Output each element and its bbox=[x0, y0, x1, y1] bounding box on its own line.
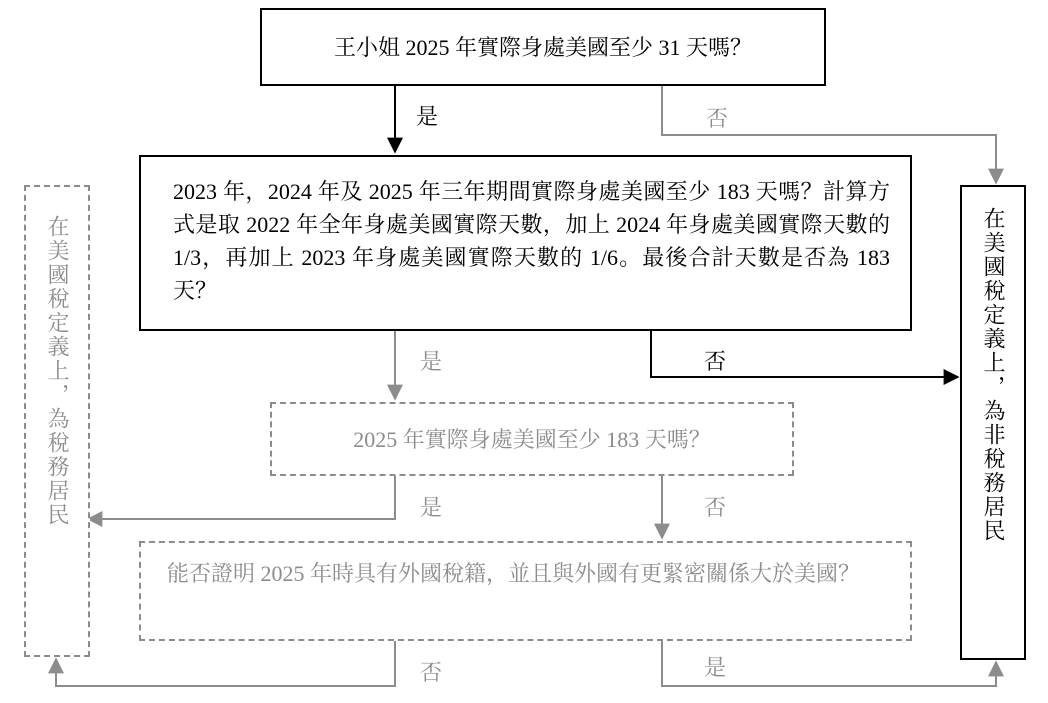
question-183-day-test-text: 2023 年，2024 年及 2025 年三年期間實際身處美國至少 183 天嗎？計算方式是取 2022 年全年身處美國實際天數，加上 2024 年身處美國實際天數的 1/3，再加上 2023 年身處美國實際天數的 1/6。最後合計天數是否為 183 天？ bbox=[173, 179, 890, 303]
arrow-q2-no bbox=[651, 331, 958, 377]
edge-label-q3-yes: 是 bbox=[420, 495, 443, 520]
question-box-2025-183-days bbox=[270, 402, 794, 476]
edge-label-q1-no: 否 bbox=[706, 106, 729, 131]
result-non-tax-resident-text: 在美國稅定義上，為非稅務居民 bbox=[981, 207, 1006, 543]
arrow-q4-no bbox=[56, 641, 395, 686]
question-31-days-text: 王小姐 2025 年實際身處美國至少 31 天嗎？ bbox=[333, 34, 752, 60]
result-box-non-tax-resident bbox=[960, 185, 1026, 660]
edge-label-q1-yes: 是 bbox=[416, 104, 439, 129]
arrow-q3-yes bbox=[88, 476, 395, 519]
question-closer-connection-text: 能否證明 2025 年時具有外國稅籍，並且與外國有更緊密關係大於美國？ bbox=[167, 561, 861, 586]
edge-label-q3-no: 否 bbox=[704, 495, 727, 520]
edge-label-q4-yes: 是 bbox=[704, 655, 727, 680]
question-box-31-days bbox=[260, 8, 826, 86]
question-2025-183-days-text: 2025 年實際身處美國至少 183 天嗎？ bbox=[353, 426, 711, 452]
edge-label-q4-no: 否 bbox=[420, 660, 443, 685]
edge-label-q2-yes: 是 bbox=[420, 349, 443, 374]
edge-label-q2-no: 否 bbox=[704, 349, 727, 374]
result-box-tax-resident bbox=[24, 185, 90, 657]
question-box-183-day-test bbox=[139, 155, 912, 331]
result-tax-resident-text: 在美國稅定義上，為稅務居民 bbox=[45, 215, 70, 527]
question-box-closer-connection bbox=[139, 541, 912, 641]
